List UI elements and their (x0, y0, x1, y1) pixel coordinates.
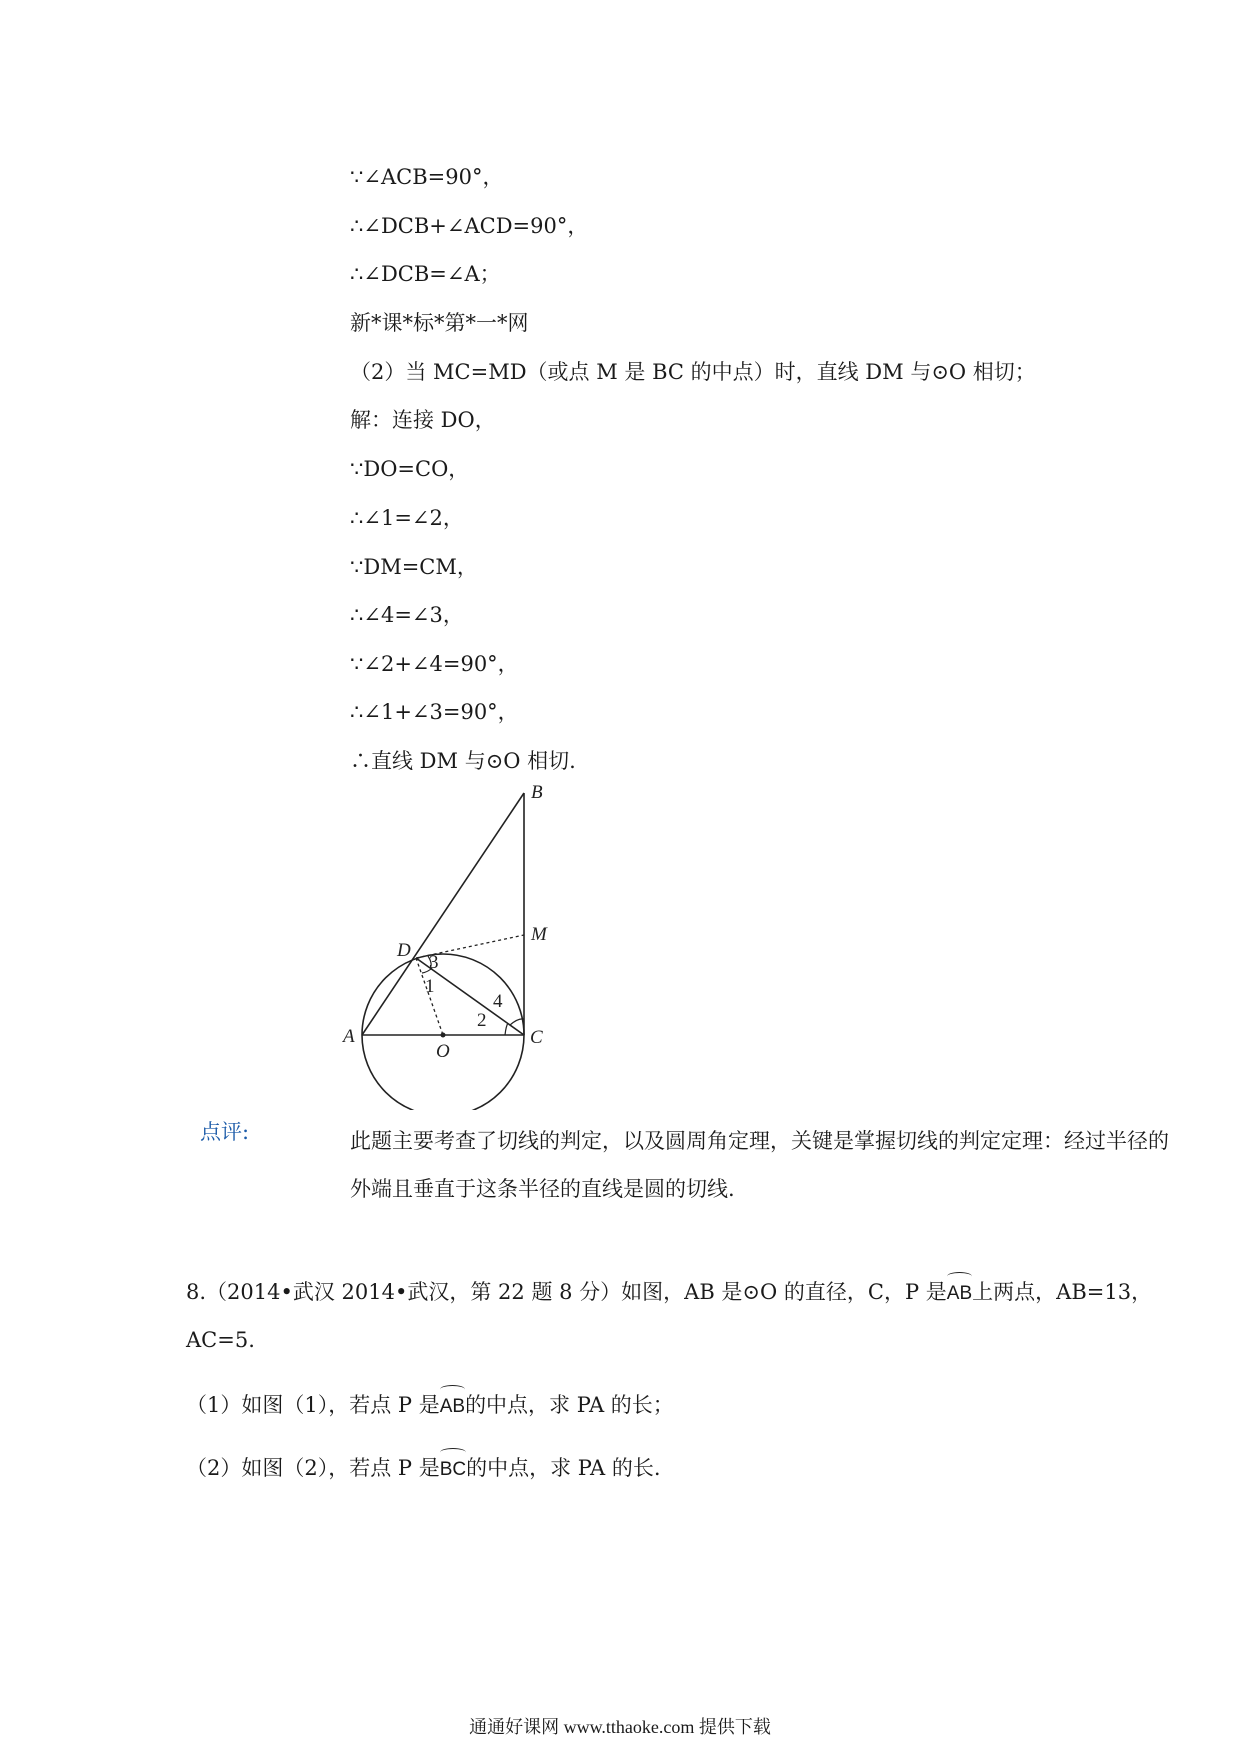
question-line-1 (186, 1275, 1152, 1309)
proof-line: ∴∠1=∠2， (350, 506, 464, 530)
proof-line: ∴直线 DM 与⊙O 相切. (350, 749, 576, 773)
proof-line: ∴∠DCB+∠ACD=90°， (350, 214, 589, 238)
proof-line: ∴∠4=∠3， (350, 603, 464, 627)
label-d: D (397, 940, 411, 961)
label-1: 1 (425, 976, 435, 997)
proof-line: ∵∠ACB=90°， (350, 165, 504, 189)
label-a: A (343, 1026, 355, 1047)
subquestion-2 (186, 1451, 661, 1485)
arc-ab: AB (440, 1388, 465, 1422)
question-text: （1）如图（1），若点 P 是 (186, 1393, 440, 1417)
proof-line: ∵DM=CM， (350, 555, 478, 579)
question-text: 8.（2014•武汉 2014•武汉，第 22 题 8 分）如图，AB 是⊙O 的直径，C，P 是 (186, 1280, 947, 1304)
proof-line: ∴∠DCB=∠A； (350, 262, 501, 286)
center-point (441, 1033, 446, 1038)
proof-line: 解：连接 DO， (350, 408, 496, 432)
subquestion-1 (186, 1388, 674, 1422)
question-text: （2）如图（2），若点 P 是 (186, 1456, 440, 1480)
label-2: 2 (477, 1010, 487, 1031)
proof-line: ∵∠2+∠4=90°， (350, 652, 519, 676)
page-footer: 通通好课网 www.tthaoke.com 提供下载 (469, 1717, 771, 1737)
label-m: M (531, 924, 547, 945)
label-c: C (530, 1027, 543, 1048)
angle-mark-2 (505, 1023, 508, 1035)
arc-ab: AB (947, 1275, 972, 1309)
question-text: 的中点，求 PA 的长. (466, 1456, 661, 1480)
label-4: 4 (493, 991, 503, 1012)
label-3: 3 (429, 952, 439, 973)
question-text: 上两点，AB=13， (972, 1280, 1153, 1304)
comment-label: 点评: (200, 1120, 250, 1144)
geometry-figure (340, 780, 570, 1110)
question-line-2: AC=5. (186, 1328, 255, 1352)
label-b: B (531, 782, 543, 803)
proof-line: ∵DO=CO， (350, 457, 470, 481)
comment-text: 此题主要考查了切线的判定，以及圆周角定理，关键是掌握切线的判定定理：经过半径的外端且垂直于这条半径的直线是圆的切线. (350, 1129, 1169, 1201)
proof-line: ∴∠1+∠3=90°， (350, 700, 519, 724)
question-text: 的中点，求 PA 的长； (465, 1393, 674, 1417)
label-o: O (436, 1041, 450, 1062)
watermark-text: 新*课*标*第*一*网 (350, 311, 529, 335)
part2-statement: （2）当 MC=MD（或点 M 是 BC 的中点）时，直线 DM 与⊙O 相切； (350, 360, 1036, 384)
arc-bc: BC (440, 1451, 466, 1485)
